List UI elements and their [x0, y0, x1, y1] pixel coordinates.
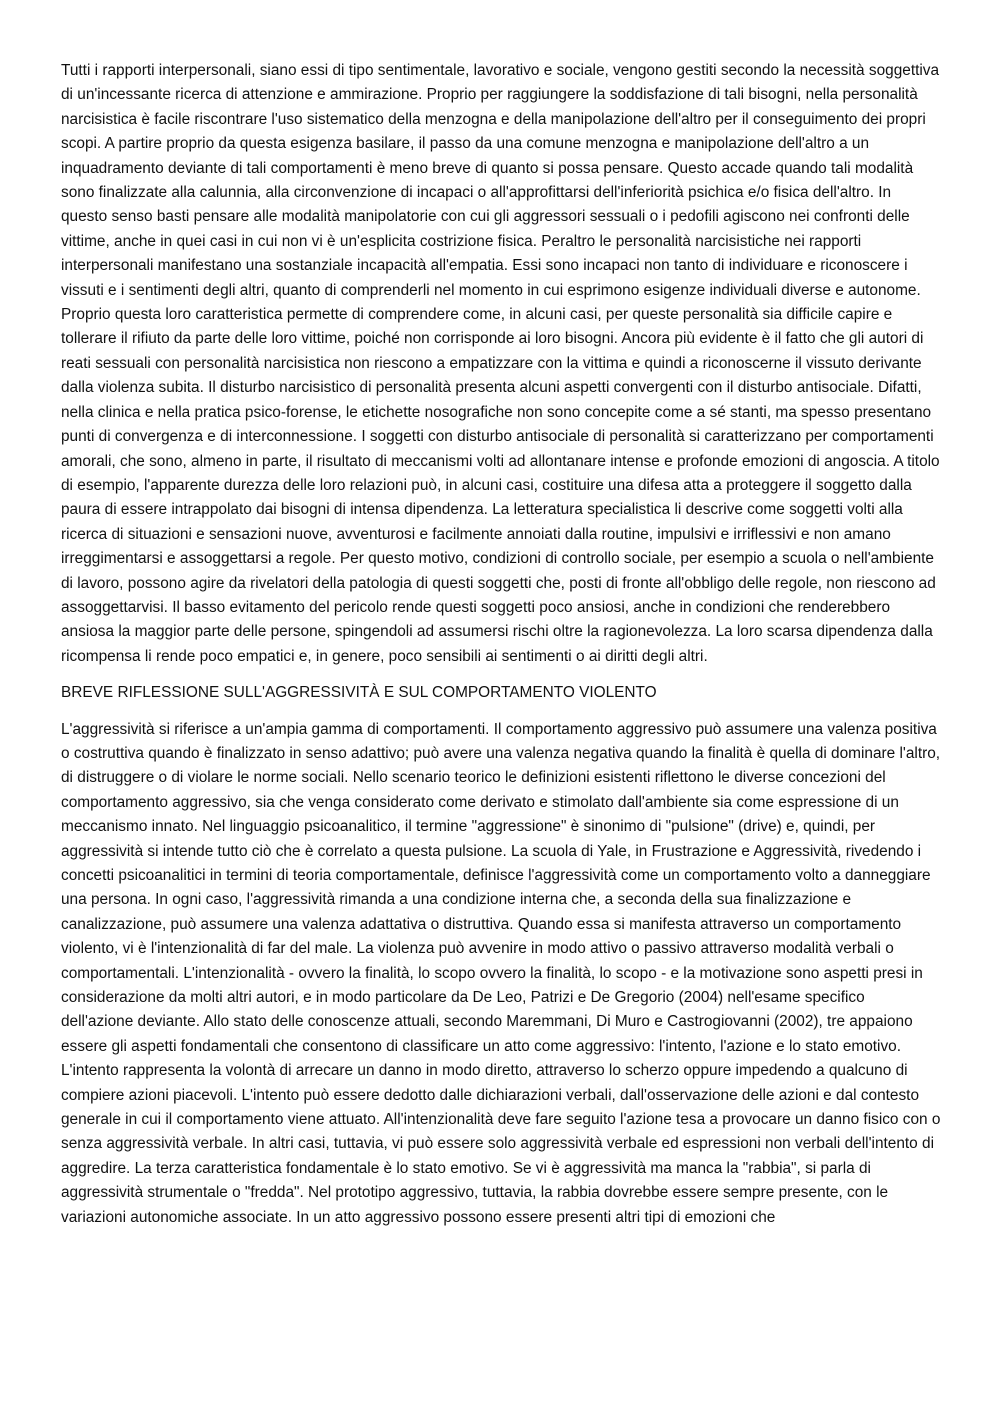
- paragraph-aggression: L'aggressività si riferisce a un'ampia gamma di comportamenti. Il comportamento aggressivo può assumere una valenza positiva o costruttiva quando è finalizzato in senso adattivo; può avere una valenza negativa quando la finalità è quella di dominare l'altro, di distruggere o di violare le norme sociali. Nello scenario teorico le definizioni esistenti riflettono le diverse concezioni del comportamento aggressivo, sia che venga considerato come derivato e stimolato dall'ambiente sia come espressione di un meccanismo innato. Nel linguaggio psicoanalitico, il termine "aggressione" è sinonimo di "pulsione" (drive) e, quindi, per aggressività si intende tutto ciò che è correlato a questa pulsione. La scuola di Yale, in Frustrazione e Aggressività, rivedendo i concetti psicoanalitici in termini di teoria comportamentale, definisce l'aggressività come un comportamento volto a danneggiare una persona. In ogni caso, l'aggressività rimanda a una condizione interna che, a seconda della sua finalizzazione e canalizzazione, può assumere una valenza adattativa o distruttiva. Quando essa si manifesta attraverso un comportamento violento, vi è l'intenzionalità di far del male. La violenza può avvenire in modo attivo o passivo attraverso modalità verbali o comportamentali. L'intenzionalità - ovvero la finalità, lo scopo ovvero la finalità, lo scopo - e la motivazione sono aspetti presi in considerazione da molti altri autori, e in modo particolare da De Leo, Patrizi e De Gregorio (2004) nell'esame specifico dell'azione deviante. Allo stato delle conoscenze attuali, secondo Maremmani, Di Muro e Castrogiovanni (2002), tre appaiono essere gli aspetti fondamentali che consentono di classificare un atto come aggressivo: l'intento, l'azione e lo stato emotivo. L'intento rappresenta la volontà di arrecare un danno in modo diretto, attraverso lo scherzo oppure impedendo a qualcuno di compiere azioni piacevoli. L'intento può essere dedotto dalle dichiarazioni verbali, dall'osservazione delle azioni e dal contesto generale in cui il comportamento viene attuato. All'intenzionalità deve fare seguito l'azione tesa a provocare un danno fisico con o senza aggressività verbale. In altri casi, tuttavia, vi può essere solo aggressività verbale ed espressioni non verbali dell'intento di aggredire. La terza caratteristica fondamentale è lo stato emotivo. Se vi è aggressività ma manca la "rabbia", si parla di aggressività strumentale o "fredda". Nel prototipo aggressivo, tuttavia, la rabbia dovrebbe essere sempre presente, con le variazioni autonomiche associate. In un atto aggressivo possono essere presenti altri tipi di emozioni che: [61, 720, 941, 1226]
- document-page: [61, 59, 941, 1242]
- paragraph-narcissism: Tutti i rapporti interpersonali, siano essi di tipo sentimentale, lavorativo e sociale, vengono gestiti secondo la necessità soggettiva di un'incessante ricerca di attenzione e ammirazione. Proprio per raggiungere la soddisfazione di tali bisogni, nella personalità narcisistica è facile riscontrare l'uso sistematico della menzogna e della manipolazione dell'altro per il conseguimento dei propri scopi. A partire proprio da questa esigenza basilare, il passo da una comune menzogna e manipolazione dell'altro a un inquadramento deviante di tali comportamenti è meno breve di quanto si possa pensare. Questo accade quando tali modalità sono finalizzate alla calunnia, alla circonvenzione di incapaci o all'approfittarsi dell'inferiorità psichica e/o fisica dell'altro. In questo senso basti pensare alle modalità manipolatorie con cui gli aggressori sessuali o i pedofili agiscono nei confronti delle vittime, anche in quei casi in cui non vi è un'esplicita costrizione fisica. Peraltro le personalità narcisistiche nei rapporti interpersonali manifestano una sostanziale incapacità all'empatia. Essi sono incapaci non tanto di individuare e riconoscere i vissuti e i sentimenti degli altri, quanto di comprenderli nel momento in cui esprimono esigenze individuali diverse e autonome. Proprio questa loro caratteristica permette di comprendere come, in alcuni casi, per queste personalità sia difficile capire e tollerare il rifiuto da parte delle loro vittime, poiché non corrisponde ai loro bisogni. Ancora più evidente è il fatto che gli autori di reati sessuali con personalità narcisistica non riescono a empatizzare con la vittima e quindi a riconoscerne il vissuto derivante dalla violenza subita. Il disturbo narcisistico di personalità presenta alcuni aspetti convergenti con il disturbo antisociale. Difatti, nella clinica e nella pratica psico-forense, le etichette nosografiche non sono concepite come a sé stanti, ma spesso presentano punti di convergenza e di interconnessione. I soggetti con disturbo antisociale di personalità si caratterizzano per comportamenti amorali, che sono, almeno in parte, il risultato di meccanismi volti ad allontanare intense e profonde emozioni di angoscia. A titolo di esempio, l'apparente durezza delle loro relazioni può, in alcuni casi, costituire una difesa atta a proteggere il soggetto dalla paura di essere intrappolato dai bisogni di intensa dipendenza. La letteratura specialistica li descrive come soggetti volti alla ricerca di situazioni e sensazioni nuove, avventurosi e facilmente annoiati dalla routine, impulsivi e irriflessivi e non amano irreggimentarsi e assoggettarsi a regole. Per questo motivo, condizioni di controllo sociale, per esempio a scuola o nell'ambiente di lavoro, possono agire da rivelatori della patologia di questi soggetti che, posti di fronte all'obbligo delle regole, non riescono ad assoggettarvisi. Il basso evitamento del pericolo rende questi soggetti poco ansiosi, anche in condizioni che renderebbero ansiosa la maggior parte delle persone, spingendoli ad assumersi rischi oltre la ragionevolezza. La loro scarsa dipendenza dalla ricompensa li rende poco empatici e, in genere, poco sensibili ai sentimenti o ai diritti degli altri.: [61, 62, 940, 665]
- section-heading: BREVE RIFLESSIONE SULL'AGGRESSIVITÀ E SUL COMPORTAMENTO VIOLENTO: [61, 684, 657, 702]
